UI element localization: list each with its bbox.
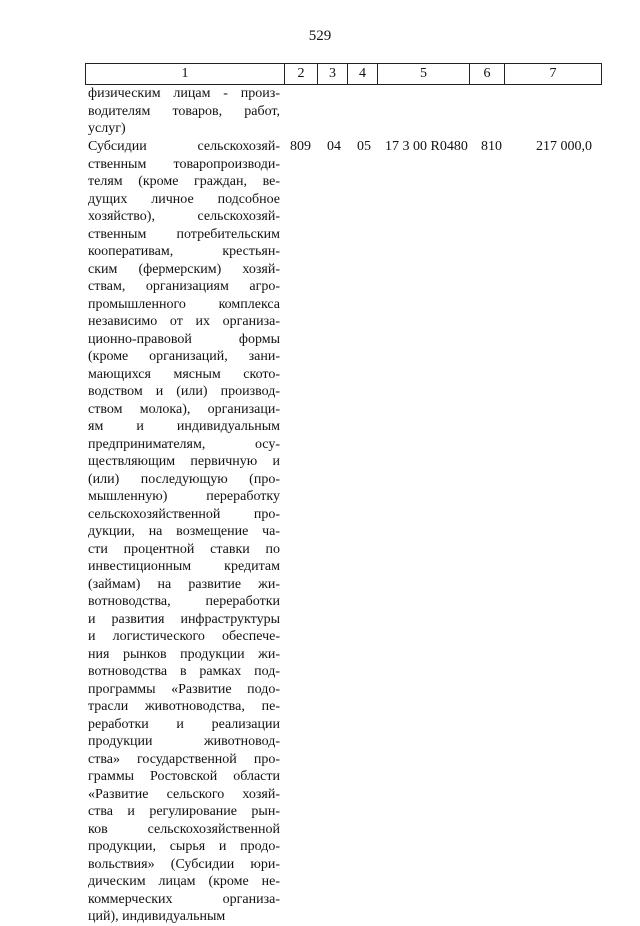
text-line: программы «Развитие подо- — [88, 681, 280, 697]
header-col-7: 7 — [505, 64, 602, 85]
text-line: и логистического обеспече- — [88, 629, 280, 644]
text-line: телям (кроме граждан, ве- — [88, 174, 280, 189]
text-line: инвестиционным кредитам — [88, 559, 280, 574]
text-line: (или) последующую (про- — [88, 471, 280, 487]
header-col-1: 1 — [86, 64, 285, 85]
page-number: 529 — [308, 28, 332, 44]
header-col-5: 5 — [378, 64, 470, 85]
text-line: вотноводства, переработки — [88, 594, 280, 609]
text-line: ям и индивидуальным — [88, 419, 280, 434]
text-line: ния рынков продукции жи- — [88, 646, 280, 662]
text-line: дическим лицам (кроме не- — [88, 874, 280, 889]
text-line: ством молока), организаци- — [88, 401, 280, 417]
text-line: продукции животновод- — [88, 734, 280, 749]
continuation-text — [88, 85, 280, 138]
text-line: ским (фермерским) хозяй- — [88, 261, 280, 277]
text-line: ций), индивидуальным — [88, 909, 226, 924]
text-line: продукции, сырья и продо- — [88, 839, 280, 854]
text-line: ков сельскохозяйственной — [88, 821, 280, 837]
text-line: сти процентной ставки по — [88, 541, 280, 557]
cell-col-2: 809 — [290, 139, 311, 154]
text-line: Субсидии сельскохозяй- — [88, 139, 280, 154]
text-line: ствам, организациям агро- — [88, 279, 280, 294]
text-line: предпринимателям, осу- — [88, 436, 280, 452]
cell-col-6: 810 — [481, 139, 502, 154]
text-line: мышленную) переработку — [88, 489, 280, 504]
text-line: ционно-правовой формы — [88, 331, 280, 347]
text-line: дущих личное подсобное — [88, 191, 280, 207]
text-line: кооперативам, крестьян- — [88, 244, 280, 259]
text-line: ственным товаропроизводи- — [88, 156, 280, 172]
text-line: граммы Ростовской области — [88, 769, 280, 784]
header-col-2: 2 — [285, 64, 318, 85]
cell-col-7: 217 000,0 — [536, 139, 592, 154]
text-line: водителям товаров, работ, — [88, 103, 280, 119]
text-line: промышленного комплекса — [88, 296, 280, 312]
text-line: (займам) на развитие жи- — [88, 576, 280, 592]
cell-col-5: 17 3 00 R0480 — [385, 139, 468, 154]
text-line: (кроме организаций, зани- — [88, 349, 280, 364]
text-line: дукции, на возмещение ча- — [88, 524, 280, 539]
text-line: ства» государственной про- — [88, 751, 280, 767]
text-line: независимо от их организа- — [88, 314, 280, 329]
text-line: вольствия» (Субсидии юри- — [88, 856, 280, 872]
text-line: реработки и реализации — [88, 716, 280, 732]
header-col-3: 3 — [318, 64, 348, 85]
cell-col-3: 04 — [327, 139, 341, 154]
text-line: «Развитие сельского хозяй- — [88, 786, 280, 802]
text-line: вотноводства в рамках под- — [88, 664, 280, 679]
text-line: услуг) — [88, 121, 126, 136]
text-line: физическим лицам - произ- — [88, 86, 280, 101]
text-line: мающихся мясным ското- — [88, 366, 280, 382]
cell-col-4: 05 — [357, 139, 371, 154]
header-col-6: 6 — [470, 64, 505, 85]
column-number-header — [85, 63, 602, 85]
text-line: трасли животноводства, пе- — [88, 699, 280, 714]
text-line: ществляющим первичную и — [88, 454, 280, 469]
text-line: ства и регулирование рын- — [88, 804, 280, 819]
header-col-4: 4 — [348, 64, 378, 85]
text-line: хозяйство), сельскохозяй- — [88, 209, 280, 224]
text-line: коммерческих организа- — [88, 891, 280, 907]
text-line: и развития инфраструктуры — [88, 611, 280, 627]
text-line: ственным потребительским — [88, 226, 280, 242]
text-line: водством и (или) производ- — [88, 384, 280, 399]
text-line: сельскохозяйственной про- — [88, 506, 280, 522]
row-description — [88, 138, 280, 926]
